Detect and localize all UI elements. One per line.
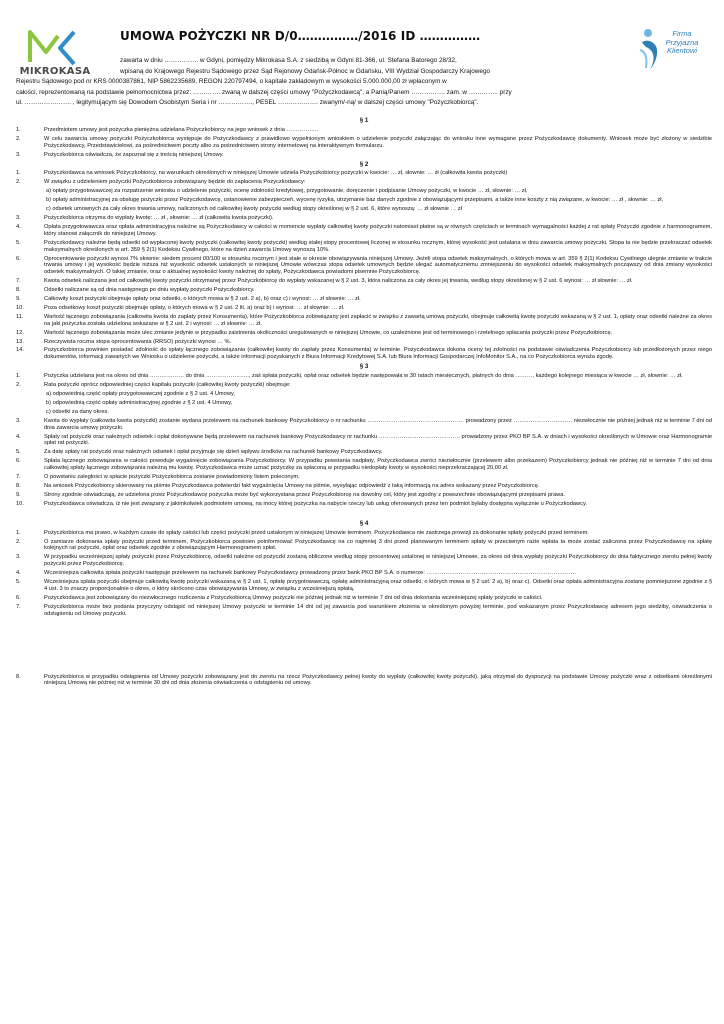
point-number: 6. [16, 458, 21, 465]
point-text: Pożyczkobiorca ma prawo, w każdym czasie do spłaty całości lub części pożyczki przed ustalonym w niniejszej Umowie terminem. Pożyczkodawca nie zastrzega prowizji za dokonanie spłaty pożyczki przed terminem. [44, 529, 589, 536]
point-number: 10. [16, 500, 24, 507]
point-number: 8. [16, 287, 21, 294]
point-number: 2. [16, 538, 21, 545]
section [16, 118, 712, 159]
point-text: Kwota odsetek naliczana jest od całkowitej kwoty pożyczki otrzymanej przez Pożyczkobiorcę do wypłaty wskazanej w § 2 ust. 3, która naliczona za cały okres jej trwania, według stopy określonej w § 2 ust. 6 wynosi: … zł słownie: … zł. [44, 278, 633, 285]
logo-right-line: Przyjazna [665, 37, 699, 47]
logo-right-text [650, 30, 714, 56]
section [16, 364, 712, 507]
point-number: 1. [16, 529, 21, 536]
intro-line: ul. …………………. , legitymującym się Dowodem Osobistym Seria i nr ……………., PESEL ………………. zwanym/-ną/ w dalszej części umowy "Pożyczkobiorcą". [16, 99, 479, 106]
point-number: 4. [16, 570, 21, 577]
point-text: Poza odsetkowy koszt pożyczki obejmuje opłaty, o których mowa w § 2 ust. 2 lit. a) oraz b) i wynosi: … zł słownie: … zł. [44, 304, 345, 311]
point-number: 3. [16, 417, 21, 424]
point-number [18, 206, 46, 213]
point-number: 3. [16, 151, 21, 158]
point-text: Na wniosek Pożyczkobiorcy skierowany na piśmie Pożyczkodawca potwierdzi fakt wygaśnięcia Umowy na piśmie, wysyłając odpowiedź z taką informacją na adres wskazany przez Pożyczkobiorcę. [44, 482, 540, 489]
section-point [16, 382, 712, 389]
point-text: Za datę spłaty rat pożyczki oraz należnych odsetek i opłat przyjmuje się dzień wpływu środków na rachunek bankowy Pożyczkodawcy. [44, 449, 383, 456]
section-point [16, 347, 712, 361]
section-point [16, 458, 712, 472]
section-point [16, 449, 712, 456]
point-text: Pożyczkodawca na wniosek Pożyczkobiorcy, na warunkach określonych w niniejszej Umowie udziela Pożyczkobiorcy pożyczki w kwocie: … zł, słownie: … zł (całkowita kwota pożyczki) [44, 170, 508, 177]
intro-line: zawarta w dniu ……………. w Gdyni, pomiędzy Mikrokasa S.A. z siedzibą w Gdyni 81-366, ul. Stefana Batorego 28/32, [120, 57, 457, 64]
point-text: O powstaniu zaległości w spłacie pożyczki Pożyczkobiorca zostanie powiadomiony listem poleconym. [44, 474, 300, 481]
document-title: UMOWA POŻYCZKI NR D/0……………/2016 ID …………… [120, 29, 481, 43]
point-text: Pożyczkobiorca otrzyma do wypłaty kwotę: … zł , słownie: … zł (całkowita kwota pożyczki). [44, 214, 274, 221]
point-text: O zamiarze dokonania spłaty pożyczki przed terminem, Pożyczkobiorca powinien poinformować Pożyczkodawcę na co najmniej 3 dni przed planowanym terminem spłaty w przeciwnym razie wpłata ta może zostać zaliczona przez Pożyczkodawcę na spłatę kolejnych rat pożyczki, opłat oraz odsetek zgodnie z obowiązującym Harmonogramem spłat. [44, 538, 712, 552]
point-text: Pożyczkobiorca powinien posiadać zdolność do spłaty łącznego zobowiązania (całkowitej kwoty do zapłaty przez Konsumenta) w terminie. Pożyczkodawca dokona oceny tej zdolności na podstawie oświadczenia Pożyczkobiorcy lub przedłożonych przez niego dokumentów, informacji zawartych we Wniosku o udzielenie pożyczki, a także informacji pozyskanych z Biura Informacji Kredytowej S.A. lub Biura Informacji Gospodarczej InfoMonitor S.A., na co Pożyczkobiorca wyraża zgodę. [44, 347, 712, 361]
section-point [16, 136, 712, 150]
point-number: 10. [16, 304, 24, 311]
point-text: W przypadku wcześniejszej spłaty pożyczki przez Pożyczkobiorcę, odsetki należne od pożyczki zostaną obliczone według stopy procentowej ustalonej w niniejszej Umowie, za okres od dnia wypłaty pożyczki Pożyczkobiorcy do dnia faktycznego zwrotu pełnej kwoty pożyczki przez Pożyczkobiorcę. [44, 554, 712, 568]
section-heading: § 3 [359, 363, 369, 371]
point-text: b) opłaty administracyjnej za obsługę pożyczki przez Pożyczkodawcę, ustanowienie zabezpieczeń, wycenę ryzyka, utrzymanie baz danych zgodnie z obowiązującymi przepisami, a także inne koszty z nią związane, w kwocie: … zł , słownie: … zł, [46, 197, 664, 204]
section-point [16, 224, 712, 238]
point-text: Pożyczkodawca oświadcza, iż nie jest związany z jakimkolwiek podmiotem umową, na mocy której pożyczka na nabycie rzeczy lub usług oferowanych przez ten podmiot byłaby dostępna wyłącznie u Pożyczkodawcy. [44, 500, 587, 507]
point-text: a) odpowiednią część opłaty przygotowawczej zgodnie z § 2 ust. 4 Umowy, [46, 391, 235, 397]
section-point [16, 314, 712, 328]
contract-intro [16, 56, 712, 109]
section-point [16, 674, 712, 688]
point-number: 11. [16, 313, 24, 320]
point-text: Spłata łącznego zobowiązania w całości powoduje wygaśnięcie zobowiązania Pożyczkobiorcy. W przypadku powstania nadpłaty, Pożyczkodawca zwróci niezwłocznie (przelewem albo przekazem) Pożyczkobiorcy jednak nie później niż w terminie 7 dni od dnia całkowitej spłaty łącznego zobowiązania należną mu kwotę. Pożyczkodawca może uznać pożyczkę za spłaconą w przypadku niedopłaty kwoty w wysokości nieprzekraczającej 20,00 zł. [44, 458, 712, 472]
section-point [16, 188, 712, 195]
logo-right-line: Klientowi [666, 46, 697, 55]
point-text: Wartość łącznego zobowiązania może ulec zmianie jedynie w przypadku zaistnienia okoliczności uregulowanych w niniejszej Umowie, co uzależnione jest od terminowego i rzetelnego spłacania pożyczki przez Pożyczkobiorcę. [44, 329, 613, 336]
point-text: c) odsetek umownych za cały okres trwania umowy, naliczonych od całkowitej kwoty pożyczki według stopy określonej w § 2 ust. 6, które wynoszą: … zł słownie … zł [46, 206, 462, 213]
section-point [16, 152, 712, 159]
point-number: 1. [16, 373, 21, 380]
point-text: Spłaty rat pożyczki oraz należnych odsetek i opłat dokonywane będą przelewem na rachunek bankowy Pożyczkodawcy nr rachunku ……………………………………. prowadzony przez PKO BP S.A. w dniach i wysokości określonych w Umowie oraz Harmonogramie spłat rat pożyczki. [44, 433, 712, 447]
point-number: 12. [16, 329, 24, 336]
section [16, 162, 712, 362]
section-point [16, 206, 712, 213]
point-number: 2. [16, 135, 21, 142]
point-number: 1. [16, 126, 21, 133]
point-text: Całkowity koszt pożyczki obejmuje opłaty oraz odsetki, o których mowa w § 2 ust. 2 a), b) oraz c) i wynosi: … zł słownie: … zł. [44, 296, 361, 303]
point-text: Przedmiotem umowy jest pożyczka pieniężna udzielana Pożyczkobiorcy na jego wniosek z dnia …………….. [44, 126, 319, 133]
point-number: 9. [16, 491, 21, 498]
section-heading: § 2 [359, 160, 369, 168]
section-point [16, 215, 712, 222]
section-point [16, 127, 712, 134]
point-text: Rzeczywista roczna stopa oprocentowania (RRSO) pożyczki wynosi … %. [44, 338, 232, 345]
point-number: 7. [16, 278, 21, 285]
point-text: b) odpowiednią część opłaty administracyjnej zgodnie z § 2 ust. 4 Umowy, [46, 399, 233, 406]
point-number: 4. [16, 223, 21, 230]
section-point [16, 434, 712, 448]
point-number: 7. [16, 603, 21, 610]
point-text: Pożyczkobiorca może bez podania przyczyny odstąpić od niniejszej Umowy pożyczki w terminie 14 dni od jej zawarcia pod warunkiem złożenia w określonym powyżej terminie, pod wskazanym przez Pożyczkodawcę adresem jego siedziby, oświadczenia o odstąpieniu od Umowy pożyczki. [44, 603, 712, 617]
point-number [18, 391, 46, 398]
section-point [16, 305, 712, 312]
point-number: 6. [16, 255, 21, 262]
point-text: Pożyczka udzielana jest na okres od dnia ……………… do dnia ………………….., zaś spłata pożyczki, opłat oraz odsetek będzie następowała w 30 ratach miesięcznych, płatnych do dnia ………, każdego kolejnego miesiąca w kwocie … zł, słownie: … zł. [44, 373, 683, 380]
section-point [16, 170, 712, 177]
point-text: a) opłaty przygotowawczej za rozpatrzenie wniosku o udzielenie pożyczki, ocenę zdolności kredytowej, przygotowanie, doręczenie i podpisanie Umowy pożyczki, w kwocie … zł, słownie: … zł, [46, 188, 528, 195]
point-number: 9. [16, 296, 21, 303]
contract-sections [16, 118, 712, 690]
point-text: Strony zgodnie oświadczają, że udzielona przez Pożyczkodawcę pożyczka może być wykorzystana przez Pożyczkobiorcę na dowolny cel, który jest zgodny z powszechnie obowiązującymi przepisami prawa. [44, 491, 565, 498]
point-text: Pożyczkodawcy należne będą odsetki od wypłaconej kwoty pożyczki (całkowitej kwoty pożyczki) według stałej stopy procentowej liczonej w stosunku rocznym, której wysokość jest ustalana w dniu zawarcia umowy pożyczki. Stopa ta nie będzie przekraczać odsetek maksymalnych określonych w art. 359 § 2(1) Kodeksu Cywilnego, które na dzień zawarcia Umowy wynoszą 10%. [44, 239, 712, 253]
section-point [16, 278, 712, 285]
section [16, 521, 712, 688]
point-number: 7. [16, 474, 21, 481]
point-text: c) odsetki za dany okres. [46, 408, 109, 415]
section-point [16, 409, 712, 416]
logo-right-line: Firma [672, 29, 692, 38]
point-number [18, 197, 46, 204]
point-number: 8. [16, 673, 21, 680]
section-point [16, 501, 712, 508]
point-number: 2. [16, 179, 21, 186]
intro-line: całości, reprezentowaną na podstawie pełnomocnictwa przez: …………. zwaną w dalszej części umowy "Pożyczkodawcą", a Panią/Panem ……………. zam. w ………….. przy [16, 88, 512, 96]
point-number: 14. [16, 347, 24, 354]
point-number: 8. [16, 482, 21, 489]
section-point [16, 330, 712, 337]
point-number [18, 400, 46, 407]
point-number: 5. [16, 239, 21, 246]
logo-left-text: MIKROKASA [19, 66, 91, 77]
section-heading: § 1 [359, 117, 369, 124]
section-point [16, 287, 712, 294]
point-number [18, 188, 46, 195]
section-point [16, 179, 712, 186]
section-point [16, 492, 712, 499]
section-point [16, 418, 712, 432]
section-point [16, 604, 712, 618]
point-text: Wcześniejsza spłata pożyczki obejmuje całkowitą kwotę pożyczki wskazaną w § 2 ust. 1, opłatę przygotowawczą, opłatę administracyjną oraz odsetki, o których mowa w § 2 ust. 2 a), b) oraz c). Odsetki oraz opłata administracyjna zostanę pomniejszone zgodnie z § 4 ust. 3 to znaczy proporcjonalnie o okres, o który skrócono czas obowiązywania Umowy, w związku z wcześniejszą spłatą. [44, 579, 712, 592]
point-text: Opłata przygotowawcza oraz opłata administracyjna należne są Pożyczkodawcy w całości w momencie wypłaty całkowitej kwoty pożyczki natomiast płatne są w równych częściach w terminach wymagalności każdej z rat spłaty Pożyczki zgodnie z harmonogramem, który stanowi załącznik do niniejszej Umowy. [44, 223, 712, 237]
point-text: Pożyczkobiorca w przypadku odstąpienia od Umowy pożyczki zobowiązany jest do zwrotu na rzecz Pożyczkodawcy pełnej kwoty do wypłaty (całkowitej kwoty pożyczki), jaką otrzymał do dyspozycji na podstawie Umowy pożyczki wraz z odsetkami określonymi niniejszą Umową nie później niż w terminie 30 dni od dnia złożenia oświadczenia o odstąpieniu od umowy. [44, 673, 712, 687]
point-number: 6. [16, 594, 21, 601]
point-text: Kwota do wypłaty (całkowita kwota pożyczki) zostanie wydana przelewem na rachunek bankowy Pożyczkobiorcy o nr rachunku …………………………………………… prowadzony przez …………………………. niezwłocznie nie później jednak niż w terminie 7 dni od dnia zawarcia umowy pożyczki. [44, 417, 712, 431]
section-point [16, 570, 712, 577]
section-point [16, 474, 712, 481]
point-number [18, 409, 46, 416]
point-text: Oprocentowanie pożyczki wynosi 7% słownie: siedem procent 00/100 w stosunku rocznym i jest stałe w okresie obowiązywania niniejszej Umowy. Jeżeli stopa odsetek maksymalnych, o których mowa w art. 359 § 2(1) Kodeksu Cywilnego ulegnie zmianie w trakcie trwania umowy i jej wysokość będzie niższa niż wysokość odsetek ustalonych w niniejszej Umowie wówczas stopa odsetek umownych będzie ulegać automatycznemu zmniejszeniu do wysokości odsetek maksymalnych począwszy od dnia zmiany wysokości odsetek maksymalnych. O takiej zmianie, oraz o aktualnej wysokości kwoty należnej do spłaty, Pożyczkodawca powiadomi pisemnie Pożyczkobiorcę. [44, 255, 712, 276]
section-point [16, 391, 712, 398]
intro-line: Rejestru Sądowego pod nr KRS 0000387861, NIP 5862235689, REGON 220797494, o kapitale zakładowym w wysokości 5.000.000,00 zł wpłaconym w [16, 78, 447, 85]
point-text: Odsetki naliczane są od dnia następnego po dniu wypłaty pożyczki Pożyczkobiorcy. [44, 287, 255, 294]
section-point [16, 483, 712, 490]
section-point [16, 579, 712, 593]
point-number: 5. [16, 579, 21, 586]
section-point [16, 296, 712, 303]
section-point [16, 256, 712, 277]
point-number: 3. [16, 554, 21, 561]
point-number: 5. [16, 449, 21, 456]
section-heading: § 4 [359, 519, 369, 527]
section-point [16, 530, 712, 537]
point-text: Pożyczkodawca jest zobowiązany do niezwłocznego rozliczenia z Pożyczkobiorcą Umowy pożyczki nie później jednak niż w terminie 7 dni od dnia dokonania wcześniejszej spłaty pożyczki w całości. [44, 594, 543, 601]
section-point [16, 339, 712, 346]
section-point [16, 197, 712, 204]
point-text: Wcześniejsza całkowita spłata pożyczki następuje przelewem na rachunek bankowy Pożyczkodawcy prowadzony przez bank PKO BP S.A. o numerze: ……………………………………………………………………. [44, 570, 576, 577]
point-number: 3. [16, 214, 21, 221]
point-number: 4. [16, 433, 21, 440]
point-text: Rata pożyczki oprócz odpowiedniej części kapitału pożyczki (całkowitej kwoty pożyczki) obejmuje: [44, 382, 291, 389]
point-text: W związku z udzieleniem pożyczki Pożyczkobiorca zobowiązany będzie do zapłacenia Pożyczkodawcy: [44, 179, 306, 186]
point-number: 1. [16, 170, 21, 177]
point-number: 2. [16, 382, 21, 389]
point-text: W celu zawarcia umowy pożyczki Pożyczkobiorca występuje do Pożyczkodawcy z prawidłowo wypełnionym wnioskiem o udzielenie pożyczki załączając do wniosku inne wymagane przez Pożyczkodawcę dokumenty. Wniosek może być złożony w siedzibie Pożyczkodawcy, Przedstawicielowi, za pośrednictwem poczty albo za pośrednictwem strony internetowej na interaktywnym formularzu. [44, 135, 712, 149]
section-point [16, 373, 712, 380]
section-point [16, 240, 712, 254]
intro-line: wpisaną do Krajowego Rejestru Sądowego przez Sąd Rejonowy Gdańsk-Północ w Gdańsku, VIII Wydział Gospodarczy Krajowego [120, 67, 491, 75]
point-number: 13. [16, 338, 24, 345]
point-text: Pożyczkobiorca oświadcza, że zapoznał się z treścią niniejszej Umowy. [44, 151, 224, 158]
section-point [16, 554, 712, 568]
point-text: Wartość łącznego zobowiązania (całkowita kwota do zapłaty przez Konsumenta), które Pożyczkobiorca zobowiązany jest zapłacić w związku z zawartą umową pożyczki, obejmuje całkowitą kwotę pożyczki wskazaną w § 2 ust. 1, opłaty oraz odsetki należne za okres na jaki pożyczka została udzielona wskazane w § 2 ust. 2 i wynosi: … zł słownie: … zł. [44, 313, 712, 327]
section-point [16, 400, 712, 407]
section-point [16, 539, 712, 553]
section-point [16, 595, 712, 602]
